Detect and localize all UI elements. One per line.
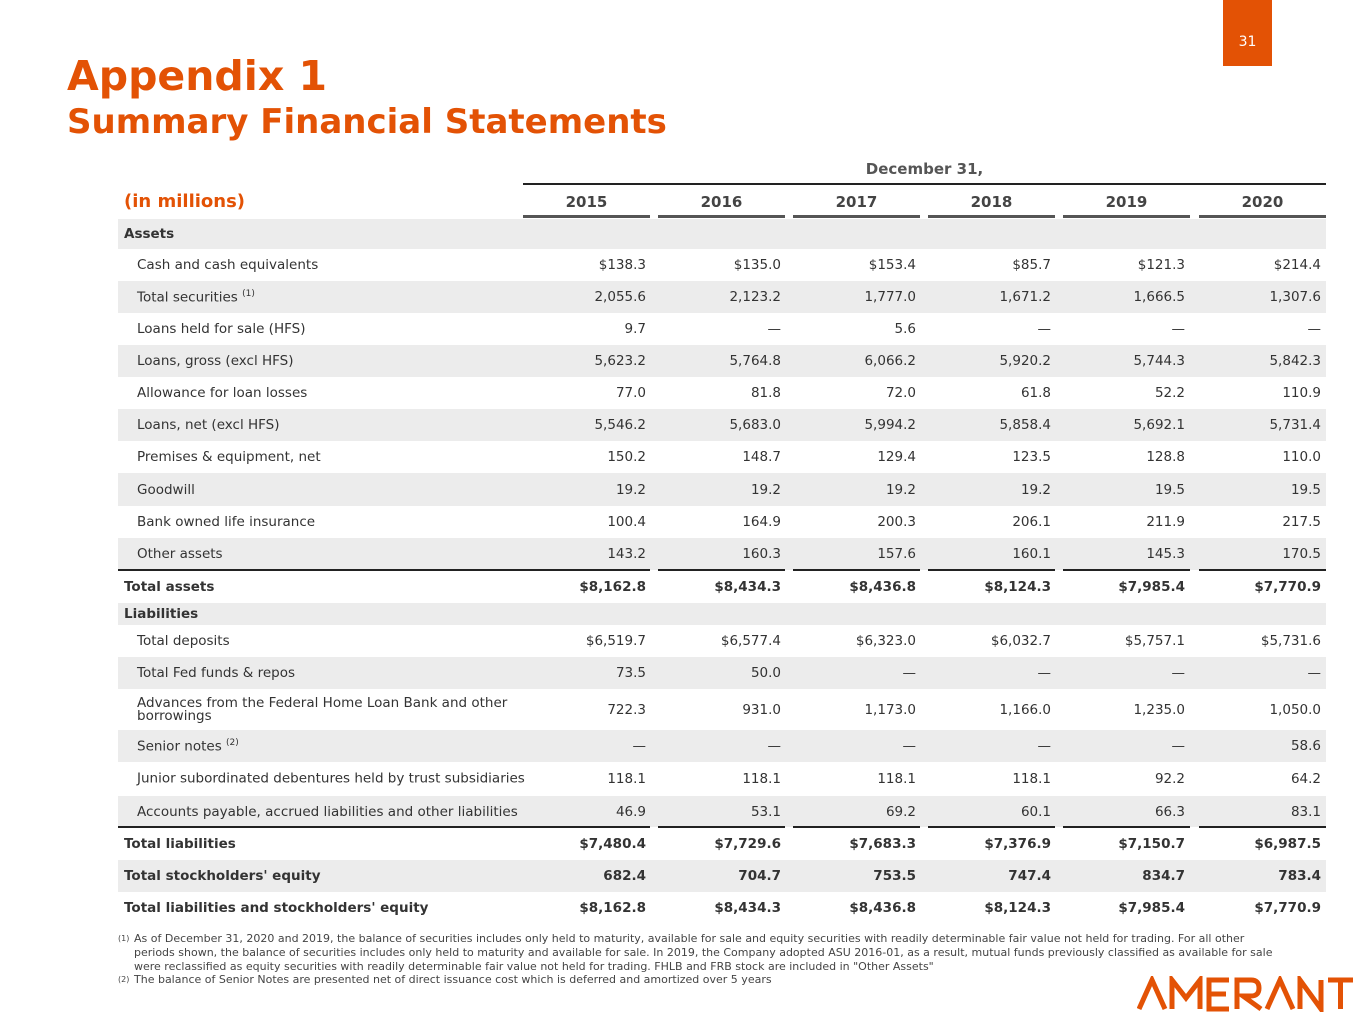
- year-header-5: 2020: [1241, 193, 1284, 211]
- row-label: [137, 385, 307, 401]
- cell-2018: $8,124.3: [984, 579, 1051, 595]
- total-rule: [118, 569, 650, 571]
- row-label: [124, 836, 236, 852]
- cell-2017: 69.2: [885, 803, 916, 820]
- cell-2017: 157.6: [877, 546, 916, 562]
- table-row: [118, 860, 1326, 892]
- cell-2017: 200.3: [877, 514, 916, 530]
- footnote-1: [118, 932, 1273, 973]
- cell-2020: $7,770.9: [1254, 579, 1321, 595]
- cell-2015: $7,480.4: [579, 836, 646, 852]
- table-row: [118, 313, 1326, 345]
- row-label-text: Loans held for sale (HFS): [137, 321, 306, 337]
- total-rule: [928, 569, 1055, 571]
- year-header-rule: [1199, 215, 1326, 218]
- cell-2020: 5,731.4: [1269, 417, 1321, 433]
- cell-2016: 164.9: [742, 514, 781, 530]
- cell-2020: 110.0: [1282, 449, 1321, 465]
- table-row: [118, 409, 1326, 441]
- table-row: [118, 892, 1326, 924]
- cell-2020: —: [1307, 321, 1321, 337]
- cell-2019: $121.3: [1137, 257, 1185, 273]
- row-label-text: Other assets: [137, 546, 223, 562]
- section-label: Liabilities: [124, 606, 199, 622]
- row-label: [137, 694, 527, 724]
- footnote-1-text: As of December 31, 2020 and 2019, the balance of securities includes only held to maturity, available for sale and equity securities with readily determinable fair value not held for trading. For all other periods shown, the balance of securities includes only held to maturity and available for sale. In 2019, the Company adopted ASU 2016-01, as a result, mutual funds previously classified as available for sale were reclassified as equity securities with readily determinable fair value not held for trading. FHLB and FRB stock are included in "Other Assets": [134, 932, 1273, 973]
- cell-2018: 1,671.2: [999, 289, 1051, 305]
- cell-2016: $8,434.3: [714, 579, 781, 595]
- year-header-1: 2016: [700, 193, 743, 211]
- row-label: [137, 633, 230, 649]
- cell-2018: 5,858.4: [999, 417, 1051, 433]
- cell-2020: $214.4: [1273, 257, 1321, 273]
- cell-2017: 5.6: [894, 321, 916, 337]
- row-label-text: Premises & equipment, net: [137, 449, 321, 465]
- cell-2015: 9.7: [624, 321, 646, 337]
- row-label: [137, 546, 223, 562]
- total-rule: [1063, 826, 1190, 828]
- cell-2017: 1,777.0: [864, 289, 916, 305]
- table-row: [118, 441, 1326, 473]
- cell-2020: $5,731.6: [1260, 633, 1321, 649]
- cell-2016: 5,764.8: [729, 353, 781, 369]
- cell-2018: 5,920.2: [999, 353, 1051, 369]
- cell-2017: 118.1: [877, 771, 916, 787]
- row-label: [137, 738, 239, 755]
- cell-2018: —: [1037, 665, 1051, 681]
- cell-2020: 58.6: [1290, 738, 1321, 754]
- section-liabilities: [118, 603, 1326, 625]
- cell-2015: 19.2: [615, 481, 646, 498]
- cell-2016: 148.7: [742, 449, 781, 465]
- cell-2020: 5,842.3: [1269, 353, 1321, 369]
- cell-2018: $8,124.3: [984, 900, 1051, 916]
- cell-2017: 72.0: [885, 385, 916, 401]
- cell-2019: —: [1171, 665, 1185, 681]
- table-row: [118, 796, 1326, 827]
- cell-2018: $6,032.7: [990, 633, 1051, 649]
- cell-2018: —: [1037, 738, 1051, 754]
- cell-2015: $6,519.7: [585, 633, 646, 649]
- cell-2018: 1,166.0: [999, 701, 1051, 718]
- cell-2018: 19.2: [1020, 481, 1051, 498]
- year-header-rule: [1063, 215, 1190, 218]
- row-label: [137, 257, 318, 273]
- row-label: [137, 289, 255, 306]
- row-label-text: Total liabilities and stockholders' equity: [124, 900, 429, 916]
- cell-2016: 2,123.2: [729, 289, 781, 305]
- cell-2015: 118.1: [607, 771, 646, 787]
- cell-2019: $7,985.4: [1118, 579, 1185, 595]
- cell-2016: 19.2: [750, 481, 781, 498]
- row-label-text: Loans, gross (excl HFS): [137, 353, 294, 369]
- cell-2019: 128.8: [1146, 449, 1185, 465]
- cell-2015: 46.9: [615, 803, 646, 820]
- cell-2019: 19.5: [1154, 481, 1185, 498]
- cell-2017: —: [902, 665, 916, 681]
- row-label-text: Junior subordinated debentures held by trust subsidiaries: [137, 770, 525, 787]
- footnote-2-text: The balance of Senior Notes are presented net of direct issuance cost which is deferred and amortized over 5 years: [134, 973, 772, 986]
- logo-text: AMERANT: [1137, 976, 1142, 977]
- year-header-2: 2017: [835, 193, 878, 211]
- cell-2016: —: [767, 321, 781, 337]
- cell-2017: $7,683.3: [849, 836, 916, 852]
- page-subtitle: Summary Financial Statements: [67, 102, 667, 142]
- table-row: [118, 345, 1326, 377]
- cell-2015: —: [632, 738, 646, 754]
- cell-2018: —: [1037, 321, 1051, 337]
- cell-2019: —: [1171, 321, 1185, 337]
- table-row: [118, 281, 1326, 313]
- cell-2016: 53.1: [750, 803, 781, 820]
- table-row: [118, 377, 1326, 409]
- table-row: [118, 730, 1326, 762]
- row-label-text: Senior notes: [137, 738, 222, 755]
- cell-2016: $8,434.3: [714, 900, 781, 916]
- total-rule: [928, 826, 1055, 828]
- cell-2018: 61.8: [1020, 385, 1051, 401]
- row-label-text: Total securities: [137, 289, 238, 306]
- cell-2019: 1,235.0: [1133, 701, 1185, 718]
- row-label-text: Goodwill: [137, 481, 195, 498]
- cell-2019: 5,744.3: [1133, 353, 1185, 369]
- cell-2017: 6,066.2: [864, 353, 916, 369]
- row-label-text: Total stockholders' equity: [124, 868, 321, 884]
- table-row: [118, 249, 1326, 281]
- cell-2020: 19.5: [1290, 481, 1321, 498]
- table-row: [118, 625, 1326, 657]
- cell-2020: 1,050.0: [1269, 701, 1321, 718]
- cell-2020: $6,987.5: [1254, 836, 1321, 852]
- cell-2018: 747.4: [1008, 868, 1051, 884]
- row-label: [137, 321, 305, 337]
- row-label-text: Total assets: [124, 579, 215, 595]
- total-rule: [793, 569, 920, 571]
- cell-2017: 19.2: [885, 481, 916, 498]
- table-row: [118, 762, 1326, 796]
- cell-2018: 123.5: [1012, 449, 1051, 465]
- year-header-0: 2015: [565, 193, 608, 211]
- table-row: [118, 828, 1326, 860]
- row-label-text: Allowance for loan losses: [137, 385, 308, 401]
- cell-2016: 50.0: [750, 665, 781, 681]
- cell-2016: 81.8: [750, 385, 781, 401]
- cell-2017: $8,436.8: [849, 579, 916, 595]
- footnote-2: [118, 973, 772, 991]
- cell-2020: 170.5: [1282, 546, 1321, 562]
- table-row: [118, 473, 1326, 506]
- cell-2015: 722.3: [607, 701, 646, 718]
- cell-2015: 5,546.2: [594, 417, 646, 433]
- cell-2018: 160.1: [1012, 546, 1051, 562]
- page-number: 31: [1223, 0, 1272, 66]
- cell-2015: 5,623.2: [594, 353, 646, 369]
- cell-2020: —: [1307, 665, 1321, 681]
- table-row: [118, 571, 1326, 603]
- cell-2017: 753.5: [873, 868, 916, 884]
- cell-2019: —: [1171, 738, 1185, 754]
- cell-2020: 110.9: [1282, 385, 1321, 401]
- row-label-text: Cash and cash equivalents: [137, 257, 319, 273]
- cell-2015: $138.3: [598, 257, 646, 273]
- cell-2019: 66.3: [1154, 803, 1185, 820]
- row-label: [137, 770, 527, 787]
- table-row: [118, 689, 1326, 730]
- row-label-text: Total deposits: [137, 633, 230, 649]
- cell-2017: —: [902, 738, 916, 754]
- year-header-4: 2019: [1105, 193, 1148, 211]
- cell-2018: 118.1: [1012, 771, 1051, 787]
- page-title: Appendix 1: [67, 52, 328, 100]
- cell-2016: 118.1: [742, 771, 781, 787]
- cell-2020: 217.5: [1282, 514, 1321, 530]
- footnote-1-mark: (1): [118, 934, 130, 943]
- cell-2015: $8,162.8: [579, 900, 646, 916]
- year-header-rule: [793, 215, 920, 218]
- cell-2015: 2,055.6: [594, 289, 646, 305]
- table-row: [118, 506, 1326, 538]
- row-label-text: Advances from the Federal Home Loan Bank and other borrowings: [137, 694, 508, 724]
- cell-2015: 73.5: [615, 665, 646, 681]
- cell-2019: 92.2: [1154, 771, 1185, 787]
- cell-2018: 60.1: [1020, 803, 1051, 820]
- total-rule: [1199, 826, 1326, 828]
- cell-2015: $8,162.8: [579, 579, 646, 595]
- cell-2019: $7,150.7: [1118, 836, 1185, 852]
- cell-2020: 83.1: [1290, 803, 1321, 820]
- row-label-text: Total Fed funds & repos: [137, 665, 296, 681]
- units-label: (in millions): [124, 191, 246, 212]
- cell-2019: $7,985.4: [1118, 900, 1185, 916]
- cell-2019: 834.7: [1142, 868, 1185, 884]
- cell-2015: 100.4: [607, 514, 646, 530]
- table-row: [118, 657, 1326, 689]
- cell-2019: $5,757.1: [1124, 633, 1185, 649]
- total-rule: [1199, 569, 1326, 571]
- cell-2017: 5,994.2: [864, 417, 916, 433]
- total-rule: [118, 826, 650, 828]
- row-label-text: Accounts payable, accrued liabilities and other liabilities: [137, 803, 518, 820]
- footnote-ref: (2): [226, 737, 239, 748]
- cell-2015: 77.0: [615, 385, 646, 401]
- cell-2018: $85.7: [1012, 257, 1051, 273]
- cell-2019: 211.9: [1146, 514, 1185, 530]
- cell-2020: 1,307.6: [1269, 289, 1321, 305]
- year-header-rule: [523, 215, 650, 218]
- year-header-rule: [658, 215, 785, 218]
- period-header: December 31,: [865, 160, 984, 178]
- row-label: [124, 579, 214, 595]
- footnote-2-mark: (2): [118, 975, 130, 984]
- year-header-rule: [928, 215, 1055, 218]
- cell-2020: $7,770.9: [1254, 900, 1321, 916]
- row-label: [137, 482, 195, 498]
- row-label: [137, 449, 321, 465]
- row-label-text: Total liabilities: [124, 836, 236, 852]
- cell-2016: $6,577.4: [720, 633, 781, 649]
- row-label: [137, 417, 280, 433]
- cell-2016: $7,729.6: [714, 836, 781, 852]
- table-row: [118, 538, 1326, 570]
- cell-2019: 52.2: [1154, 385, 1185, 401]
- cell-2019: 145.3: [1146, 546, 1185, 562]
- cell-2015: 143.2: [607, 546, 646, 562]
- section-label: Assets: [124, 226, 175, 242]
- cell-2016: $135.0: [733, 257, 781, 273]
- cell-2020: 783.4: [1278, 868, 1321, 884]
- cell-2016: 160.3: [742, 546, 781, 562]
- cell-2019: 1,666.5: [1133, 289, 1185, 305]
- row-label: [137, 665, 295, 681]
- cell-2018: 206.1: [1012, 514, 1051, 530]
- section-assets: [118, 219, 1326, 249]
- cell-2016: 931.0: [742, 701, 781, 718]
- cell-2016: 704.7: [738, 868, 781, 884]
- total-rule: [793, 826, 920, 828]
- cell-2017: $6,323.0: [855, 633, 916, 649]
- total-rule: [658, 569, 785, 571]
- cell-2017: $8,436.8: [849, 900, 916, 916]
- cell-2016: —: [767, 738, 781, 754]
- period-header-rule: [523, 183, 1326, 185]
- total-rule: [658, 826, 785, 828]
- row-label-text: Bank owned life insurance: [137, 514, 316, 530]
- cell-2017: 129.4: [877, 449, 916, 465]
- row-label: [137, 514, 315, 530]
- footnote-ref: (1): [242, 288, 255, 299]
- cell-2015: 682.4: [603, 868, 646, 884]
- row-label: [124, 900, 428, 916]
- cell-2016: 5,683.0: [729, 417, 781, 433]
- cell-2017: 1,173.0: [864, 701, 916, 718]
- cell-2019: 5,692.1: [1133, 417, 1185, 433]
- cell-2018: $7,376.9: [984, 836, 1051, 852]
- cell-2017: $153.4: [868, 257, 916, 273]
- row-label: [124, 868, 321, 884]
- row-label-text: Loans, net (excl HFS): [137, 417, 280, 433]
- year-header-3: 2018: [970, 193, 1013, 211]
- amerant-logo: [1137, 976, 1355, 1012]
- cell-2015: 150.2: [607, 449, 646, 465]
- total-rule: [1063, 569, 1190, 571]
- cell-2020: 64.2: [1290, 771, 1321, 787]
- row-label: [137, 353, 294, 369]
- row-label: [137, 804, 518, 820]
